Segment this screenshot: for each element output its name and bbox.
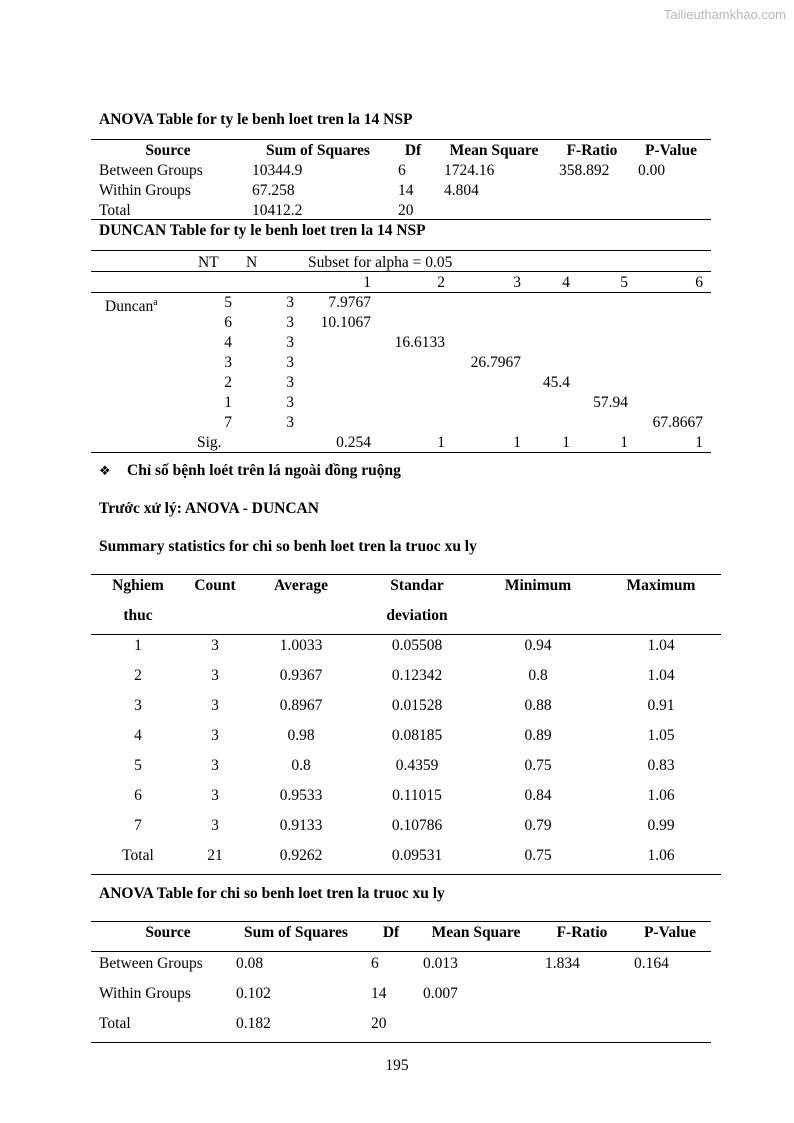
summary-table-cell: 0.79	[524, 817, 552, 834]
summary-table-cell: 0.8	[528, 667, 548, 684]
summary-table-cell: 0.9367	[279, 667, 323, 684]
anova1-table-cell: 6	[398, 162, 406, 179]
duncan-n-cell: 3	[286, 314, 294, 331]
anova1-table-cell: 67.258	[252, 182, 295, 199]
summary-table-cell: 0.83	[647, 757, 675, 774]
summary-header-cell: Count	[194, 577, 236, 594]
summary-table-cell: 1.06	[647, 847, 675, 864]
summary-table-cell: 6	[134, 787, 142, 804]
summary-table-cell: 2	[134, 667, 142, 684]
anova1-rule-top	[91, 139, 711, 140]
anova2-header-cell: Source	[145, 924, 191, 941]
summary-table-cell: 0.84	[524, 787, 552, 804]
duncan-subset-col: 3	[513, 274, 521, 291]
summary-table-cell: 0.4359	[395, 757, 439, 774]
duncan-value-cell: 10.1067	[320, 314, 371, 331]
anova2-table-cell: 14	[371, 985, 387, 1002]
summary-table-cell: 3	[211, 727, 219, 744]
section-bullet: ❖ Chỉ số bệnh loét trên lá ngoài đồng ruộng	[99, 462, 401, 479]
duncan-sig-cell: 1	[562, 434, 570, 451]
anova1-header-cell: Mean Square	[449, 142, 539, 159]
duncan-subset-col: 4	[562, 274, 570, 291]
duncan-value-cell: 45.4	[542, 374, 570, 391]
duncan-header-n: N	[246, 254, 258, 271]
diamond-bullet-icon: ❖	[99, 464, 111, 479]
duncan-rule-header	[91, 271, 711, 272]
summary-table-cell: 0.75	[524, 757, 552, 774]
anova2-table-cell: 0.007	[423, 985, 458, 1002]
duncan-nt-cell: 1	[224, 394, 232, 411]
anova1-table-cell: Within Groups	[99, 182, 191, 199]
anova2-rule-top	[91, 921, 711, 922]
summary-table-cell: 3	[211, 637, 219, 654]
summary-table-cell: Total	[122, 847, 154, 864]
summary-table-cell: 1.05	[647, 727, 675, 744]
summary-table-cell: 0.88	[524, 697, 552, 714]
duncan-sig-cell: 1	[695, 434, 703, 451]
summary-table-cell: 3	[211, 787, 219, 804]
duncan-value-cell: 67.8667	[652, 414, 703, 431]
summary-table-cell: 0.01528	[391, 697, 443, 714]
anova2-rule-header	[91, 951, 711, 952]
duncan-rule-top	[91, 250, 711, 251]
duncan-subset-col: 5	[620, 274, 628, 291]
duncan-nt-cell: 5	[224, 294, 232, 311]
summary-table-cell: 0.8967	[279, 697, 323, 714]
summary-table-cell: 0.11015	[392, 787, 442, 804]
summary-table-cell: 0.91	[647, 697, 675, 714]
duncan-subset-col: 2	[437, 274, 445, 291]
summary-table-cell: 3	[211, 757, 219, 774]
duncan-nt-cell: 6	[224, 314, 232, 331]
summary-header-cell: deviation	[386, 607, 448, 624]
anova2-header-cell: Sum of Squares	[244, 924, 348, 941]
duncan-subset-col: 6	[695, 274, 703, 291]
anova2-rule-bottom	[91, 1042, 711, 1043]
anova1-table-cell: Between Groups	[99, 162, 203, 179]
summary-table-cell: 7	[134, 817, 142, 834]
duncan-sig-cell: 1	[437, 434, 445, 451]
page-number: 195	[385, 1057, 409, 1074]
summary-table-cell: 21	[207, 847, 223, 864]
anova2-table-cell: Total	[99, 1015, 131, 1032]
summary-rule-header	[91, 634, 721, 635]
anova2-title: ANOVA Table for chi so benh loet tren la truoc xu ly	[99, 885, 445, 902]
duncan-n-cell: 3	[286, 374, 294, 391]
summary-rule-top	[91, 574, 721, 575]
summary-table-cell: 0.94	[524, 637, 552, 654]
anova1-table-cell: 14	[398, 182, 414, 199]
summary-table-cell: 3	[211, 667, 219, 684]
anova2-header-cell: F-Ratio	[556, 924, 608, 941]
anova1-rule-bottom	[91, 219, 711, 220]
duncan-n-cell: 3	[286, 354, 294, 371]
duncan-sig-cell: 0.254	[336, 434, 371, 451]
anova2-table-cell: 0.182	[236, 1015, 271, 1032]
duncan-value-cell: 57.94	[593, 394, 628, 411]
duncan-value-cell: 16.6133	[394, 334, 445, 351]
duncan-sig-label: Sig.	[197, 434, 222, 451]
anova1-table-cell: 10344.9	[252, 162, 303, 179]
section-heading: Trước xử lý: ANOVA - DUNCAN	[99, 500, 319, 517]
summary-table-cell: 0.89	[524, 727, 552, 744]
summary-table-cell: 0.98	[287, 727, 315, 744]
anova2-table-cell: 0.08	[236, 955, 264, 972]
duncan-rule-bottom	[91, 452, 711, 453]
anova2-header-cell: Mean Square	[431, 924, 521, 941]
summary-header-cell: Maximum	[626, 577, 696, 594]
summary-header-cell: Minimum	[504, 577, 572, 594]
duncan-nt-cell: 2	[224, 374, 232, 391]
duncan-sig-cell: 1	[513, 434, 521, 451]
summary-header-cell: Average	[274, 577, 328, 594]
summary-table-cell: 0.9533	[279, 787, 323, 804]
duncan-n-cell: 3	[286, 394, 294, 411]
anova2-table-cell: 1.834	[545, 955, 580, 972]
summary-table-cell: 1.04	[647, 637, 675, 654]
anova1-header-cell: Source	[145, 142, 191, 159]
summary-table-cell: 3	[211, 817, 219, 834]
duncan-header-subset: Subset for alpha = 0.05	[308, 254, 453, 271]
summary-table-cell: 0.9133	[279, 817, 323, 834]
summary-table-cell: 4	[134, 727, 142, 744]
watermark: Tailieuthamkhao.com	[663, 7, 786, 22]
summary-table-cell: 0.09531	[391, 847, 443, 864]
summary-table-cell: 0.9262	[279, 847, 323, 864]
anova2-table-cell: 0.102	[236, 985, 271, 1002]
summary-table-cell: 0.05508	[391, 637, 443, 654]
duncan-rule-subset	[91, 292, 711, 293]
duncan-title: DUNCAN Table for ty le benh loet tren la 14 NSP	[99, 222, 426, 239]
summary-table-cell: 3	[134, 697, 142, 714]
duncan-nt-cell: 4	[224, 334, 232, 351]
summary-table-cell: 5	[134, 757, 142, 774]
duncan-header-nt: NT	[198, 254, 219, 271]
anova2-header-cell: Df	[382, 924, 400, 941]
duncan-subset-col: 1	[363, 274, 371, 291]
anova1-table-cell: 0.00	[638, 162, 666, 179]
duncan-method-label: Duncan$^a$	[105, 297, 158, 316]
duncan-sig-cell: 1	[620, 434, 628, 451]
summary-table-cell: 0.75	[524, 847, 552, 864]
anova2-table-cell: 0.013	[423, 955, 458, 972]
anova1-table-cell: Total	[99, 202, 131, 219]
anova1-title: ANOVA Table for ty le benh loet tren la 14 NSP	[99, 111, 413, 128]
anova1-table-cell: 4.804	[444, 182, 479, 199]
anova2-header-cell: P-Value	[644, 924, 696, 941]
anova2-table-cell: 6	[371, 955, 379, 972]
duncan-n-cell: 3	[286, 294, 294, 311]
anova1-table-cell: 10412.2	[252, 202, 303, 219]
summary-table-cell: 1.0033	[279, 637, 323, 654]
summary-table-cell: 3	[211, 697, 219, 714]
summary-header-cell: thuc	[123, 607, 153, 624]
summary-table-cell: 1.06	[647, 787, 675, 804]
anova1-header-cell: F-Ratio	[566, 142, 618, 159]
anova1-header-cell: Df	[404, 142, 422, 159]
anova1-table-cell: 358.892	[559, 162, 610, 179]
duncan-value-cell: 7.9767	[328, 294, 371, 311]
summary-header-cell: Nghiem	[112, 577, 164, 594]
anova1-header-cell: P-Value	[645, 142, 697, 159]
anova1-table-cell: 20	[398, 202, 414, 219]
summary-table-cell: 0.8	[291, 757, 311, 774]
summary-table-cell: 1	[134, 637, 142, 654]
anova2-table-cell: Within Groups	[99, 985, 191, 1002]
duncan-nt-cell: 3	[224, 354, 232, 371]
duncan-nt-cell: 7	[224, 414, 232, 431]
anova2-table-cell: 0.164	[634, 955, 669, 972]
summary-table-cell: 0.12342	[391, 667, 443, 684]
anova2-table-cell: Between Groups	[99, 955, 203, 972]
summary-table-cell: 0.10786	[391, 817, 443, 834]
duncan-value-cell: 26.7967	[470, 354, 521, 371]
summary-table-cell: 1.04	[647, 667, 675, 684]
summary-header-cell: Standar	[390, 577, 444, 594]
anova1-table-cell: 1724.16	[444, 162, 495, 179]
duncan-n-cell: 3	[286, 414, 294, 431]
anova1-header-cell: Sum of Squares	[266, 142, 370, 159]
duncan-n-cell: 3	[286, 334, 294, 351]
summary-table-cell: 0.08185	[391, 727, 443, 744]
summary-title: Summary statistics for chi so benh loet tren la truoc xu ly	[99, 538, 477, 555]
anova2-table-cell: 20	[371, 1015, 387, 1032]
summary-table-cell: 0.99	[647, 817, 675, 834]
summary-rule-bottom	[91, 874, 721, 875]
